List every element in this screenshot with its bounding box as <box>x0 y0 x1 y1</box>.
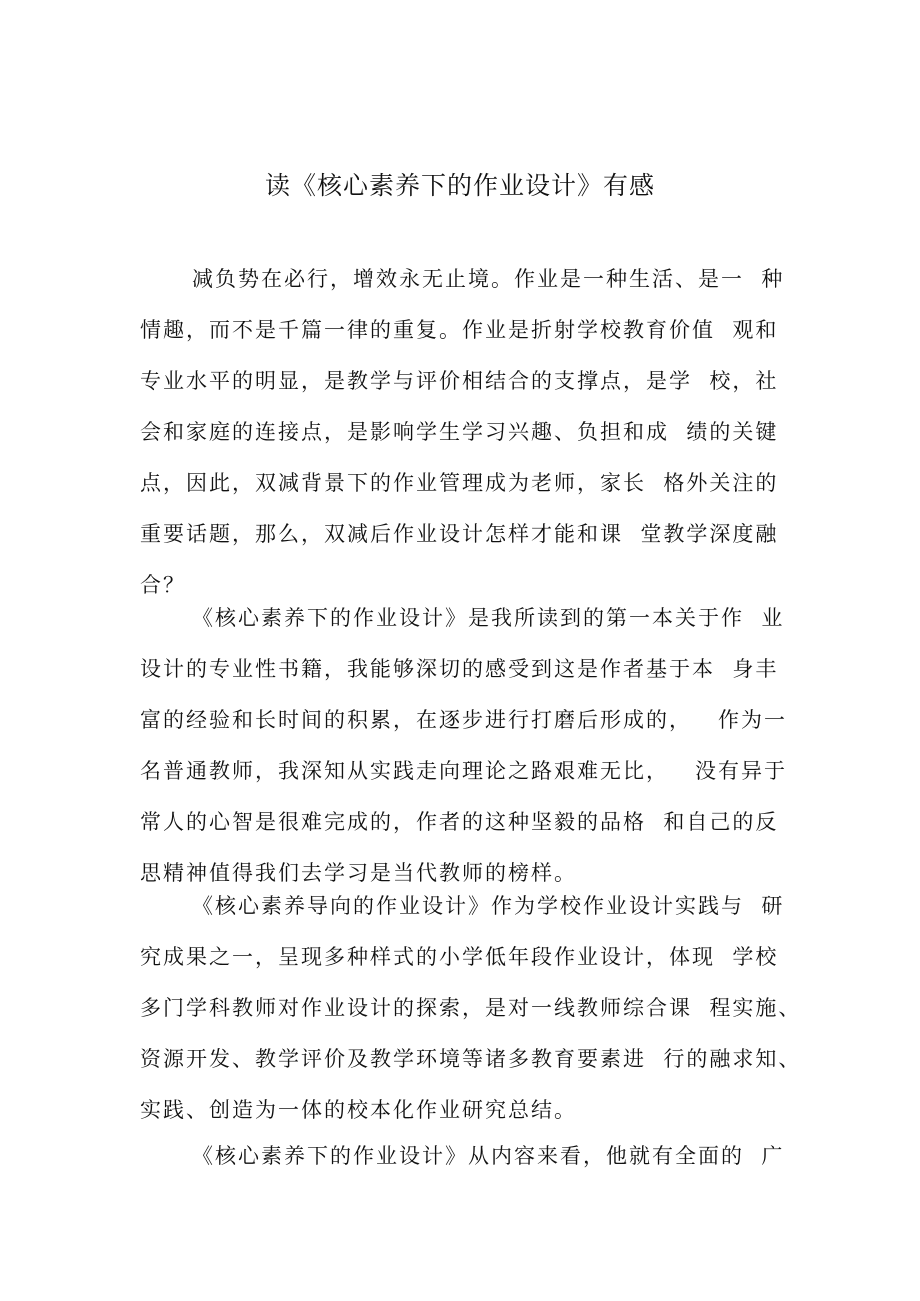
text-line: 情趣，而不是千篇一律的重复。作业是折射学校教育价值 观和 <box>140 318 779 342</box>
text-line: 专业水平的明显，是教学与评价相结合的支撑点，是学 校，社 <box>140 369 779 393</box>
text-line: 常人的心智是很难完成的，作者的这种坚毅的品格 和自己的反 <box>140 810 779 834</box>
paragraph-4 <box>140 1131 800 1182</box>
paragraph-3 <box>140 881 800 1136</box>
text-line: 减负势在必行，增效永无止境。作业是一种生活、是一 种 <box>140 267 785 291</box>
text-line: 多门学科教师对作业设计的探索，是对一线教师综合课 程实施、 <box>140 996 802 1020</box>
paragraph-2 <box>140 593 800 899</box>
text-line: 名普通教师，我深知从实践走向理论之路艰难无比， 没有异于 <box>140 759 788 783</box>
text-line: 会和家庭的连接点，是影响学生学习兴趣、负担和成 绩的关键 <box>140 420 779 444</box>
text-line: 设计的专业性书籍，我能够深切的感受到这是作者基于本 身丰 <box>140 657 779 681</box>
text-line: 资源开发、教学评价及教学环境等诸多教育要素进 行的融求知、 <box>140 1047 802 1071</box>
text-line: 实践、创造为一体的校本化作业研究总结。 <box>140 1098 577 1122</box>
text-line: 富的经验和长时间的积累，在逐步进行打磨后形成的， 作为一 <box>140 708 788 732</box>
paragraph-1 <box>140 254 800 611</box>
text-line: 合？ <box>140 573 186 597</box>
text-line: 点，因此，双减背景下的作业管理成为老师，家长 格外关注的 <box>140 471 779 495</box>
text-line: 《核心素养导向的作业设计》作为学校作业设计实践与 研 <box>140 894 785 918</box>
text-line: 重要话题，那么，双减后作业设计怎样才能和课 堂教学深度融 <box>140 522 779 546</box>
text-line: 究成果之一，呈现多种样式的小学低年段作业设计，体现 学校 <box>140 945 779 969</box>
document-title: 读《核心素养下的作业设计》有感 <box>264 171 655 200</box>
text-line: 思精神值得我们去学习是当代教师的榜样。 <box>140 861 577 885</box>
text-line: 《核心素养下的作业设计》从内容来看，他就有全面的 广 <box>140 1144 785 1168</box>
text-line: 《核心素养下的作业设计》是我所读到的第一本关于作 业 <box>140 606 785 630</box>
